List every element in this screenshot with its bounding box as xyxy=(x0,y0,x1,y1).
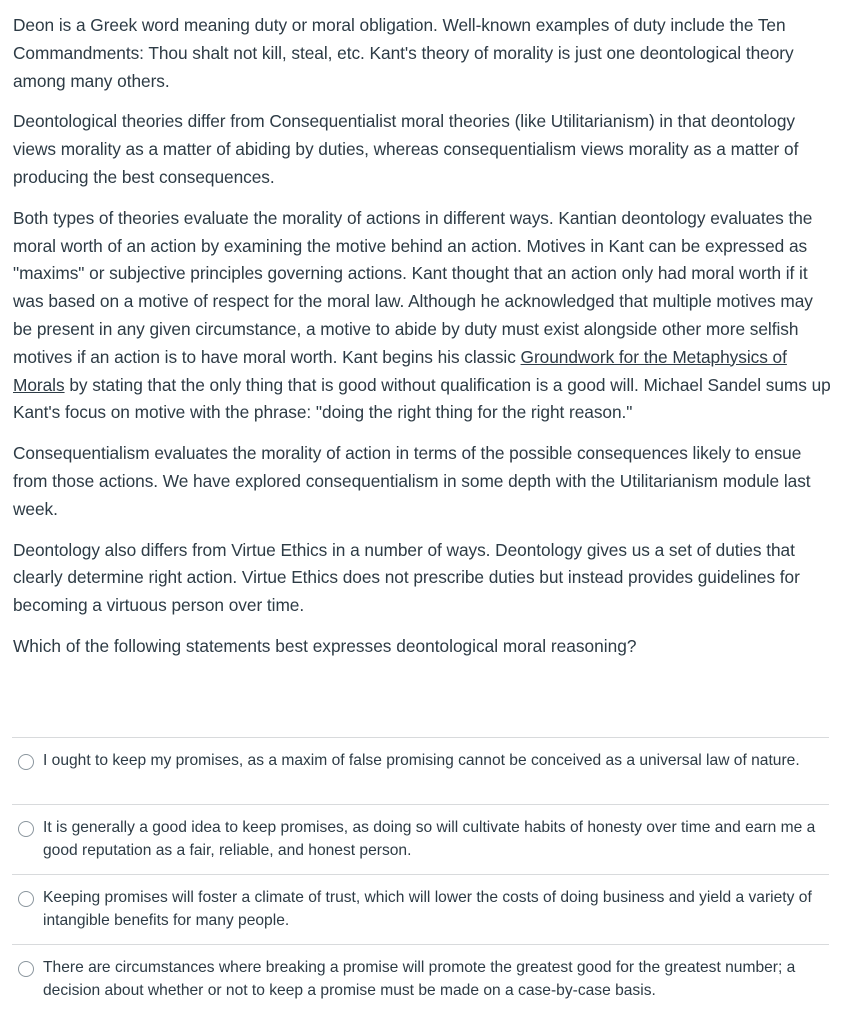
paragraph-deontology-vs-consequentialism: Deontological theories differ from Consequentialist moral theories (like Utilitarianism) in that deontology views morality as a matter of abiding by duties, whereas consequentialism views morality as a matter of producing the best consequences. xyxy=(13,111,799,187)
radio-button[interactable] xyxy=(18,821,34,837)
paragraph-deon: Deon is a Greek word meaning duty or moral obligation. Well-known examples of duty include the Ten Commandments: Thou shalt not kill, steal, etc. Kant's theory of morality is just one deontological theory among many others. xyxy=(13,15,794,91)
question-prompt: Which of the following statements best expresses deontological moral reasoning? xyxy=(13,635,637,656)
radio-button[interactable] xyxy=(18,891,34,907)
answer-label[interactable]: I ought to keep my promises, as a maxim of false promising cannot be conceived as a universal law of nature. xyxy=(43,752,800,769)
paragraph-consequentialism: Consequentialism evaluates the morality of action in terms of the possible consequences likely to ensue from those actions. We have explored consequentialism in some depth with the Utilitarianism module last week. xyxy=(13,443,811,519)
answer-option[interactable] xyxy=(12,804,829,874)
radio-button[interactable] xyxy=(18,961,34,977)
paragraph-text-before-link: Both types of theories evaluate the morality of actions in different ways. Kantian deontology evaluates the moral worth of an action by examining the motive behind an action. Motives in Kant can be expressed as "maxims" or subjective principles governing actions. Kant thought that an action only had moral worth if it was based on a motive of respect for the moral law. Although he acknowledged that multiple motives may be present in any given circumstance, a motive to abide by duty must exist alongside other more selfish motives if an action is to have moral worth. Kant begins his classic xyxy=(13,207,813,367)
radio-button[interactable] xyxy=(18,754,34,770)
answer-list xyxy=(12,737,829,1014)
answer-label[interactable]: There are circumstances where breaking a promise will promote the greatest good for the greatest number; a decision about whether or not to keep a promise must be made on a case-by-case basis. xyxy=(43,959,796,999)
paragraph-kantian-deontology xyxy=(13,205,835,427)
groundwork-link[interactable]: Groundwork for the Metaphysics of Morals xyxy=(13,346,787,395)
paragraph-text-after-link: by stating that the only thing that is good without qualification is a good will. Michael Sandel sums up Kant's focus on motive with the phrase: "doing the right thing for the right reason." xyxy=(13,374,831,423)
question-text xyxy=(13,12,835,661)
answer-option[interactable] xyxy=(12,874,829,944)
answer-option[interactable] xyxy=(12,737,829,804)
paragraph-virtue-ethics: Deontology also differs from Virtue Ethics in a number of ways. Deontology gives us a set of duties that clearly determine right action. Virtue Ethics does not prescribe duties but instead provides guidelines for becoming a virtuous person over time. xyxy=(13,539,800,616)
answer-label[interactable]: It is generally a good idea to keep promises, as doing so will cultivate habits of honesty over time and earn me a good reputation as a fair, reliable, and honest person. xyxy=(43,819,816,859)
answer-option[interactable] xyxy=(12,944,829,1014)
answer-label[interactable]: Keeping promises will foster a climate of trust, which will lower the costs of doing business and yield a variety of intangible benefits for many people. xyxy=(43,889,812,929)
